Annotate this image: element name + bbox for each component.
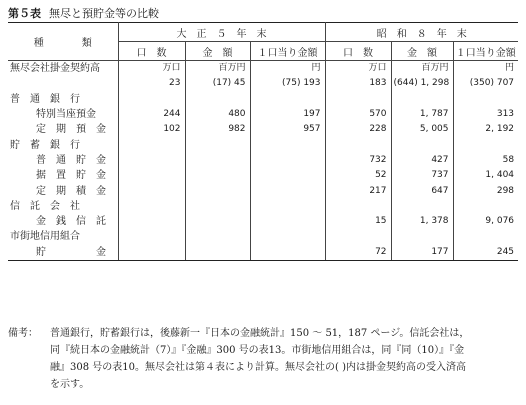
value-cell [118, 92, 185, 107]
value-cell [250, 214, 325, 229]
value-cell [325, 229, 391, 244]
value-cell [185, 92, 250, 107]
value-cell [185, 199, 250, 214]
value-cell: 298 [453, 183, 518, 198]
value-cell: (350) 707 [453, 76, 518, 91]
value-cell: (644) 1, 298 [391, 76, 453, 91]
table-row [8, 76, 518, 91]
table-title [8, 5, 159, 21]
remarks-label: 備考： [8, 328, 38, 339]
row-label: 普 通 銀 行 [8, 92, 118, 107]
value-cell: 737 [391, 168, 453, 183]
value-cell [325, 137, 391, 152]
value-cell [250, 199, 325, 214]
value-cell: (75) 193 [250, 76, 325, 91]
table-row [8, 199, 518, 214]
table-row [8, 214, 518, 229]
value-cell: 23 [169, 78, 181, 89]
row-label: 定 期 預 金 [8, 122, 118, 137]
table-row [8, 122, 518, 137]
value-cell: 197 [250, 107, 325, 122]
col-header-per-unit-b: １口当り金額 [453, 42, 518, 61]
unit-cell: 万口 [325, 61, 391, 77]
value-cell: 177 [391, 245, 453, 261]
value-cell [250, 183, 325, 198]
value-cell [118, 214, 185, 229]
value-cell [453, 137, 518, 152]
value-cell: 102 [163, 124, 181, 135]
row-label: 定 期 積 金 [8, 183, 118, 198]
value-cell [118, 229, 185, 244]
value-cell [250, 229, 325, 244]
value-cell [118, 137, 185, 152]
value-cell: 427 [391, 153, 453, 168]
table-row [8, 245, 518, 261]
table-number: 第５表 [8, 7, 41, 20]
value-cell: 1, 404 [453, 168, 518, 183]
value-cell: 957 [250, 122, 325, 137]
value-cell [391, 92, 453, 107]
value-cell: 480 [185, 107, 250, 122]
value-cell: 245 [453, 245, 518, 261]
value-cell: 1, 787 [391, 107, 453, 122]
value-cell [325, 92, 391, 107]
value-cell [250, 92, 325, 107]
table-row [8, 153, 518, 168]
stub-header: 種 類 [8, 23, 118, 61]
table-row [8, 137, 518, 152]
col-header-amount-b: 金 額 [391, 42, 453, 61]
table-caption: 無尽と預貯金等の比較 [49, 7, 159, 20]
value-cell [453, 229, 518, 244]
value-cell [453, 199, 518, 214]
value-cell [185, 183, 250, 198]
remarks-body [50, 325, 520, 393]
value-cell: 183 [325, 76, 391, 91]
unit-cell: 万口 [162, 63, 181, 74]
table-row [8, 107, 518, 122]
value-cell [185, 229, 250, 244]
value-cell [325, 199, 391, 214]
col-header-count-b: 口 数 [325, 42, 391, 61]
row-label: 据 置 貯 金 [8, 168, 118, 183]
unit-cell: 百万円 [391, 61, 453, 77]
value-cell: 228 [325, 122, 391, 137]
value-cell: 2, 192 [453, 122, 518, 137]
value-cell [118, 168, 185, 183]
remarks-line: 融』308 号の表10。無尽会社は第４表により計算。無尽会社の( )内は掛金契約高の受入済高 [50, 362, 466, 373]
value-cell [185, 153, 250, 168]
value-cell [391, 229, 453, 244]
value-cell [453, 92, 518, 107]
value-cell [118, 183, 185, 198]
col-header-per-unit-a: １口当り金額 [250, 42, 325, 61]
unit-cell: 円 [453, 61, 518, 77]
col-header-count-a: 口 数 [118, 42, 185, 61]
units-row [8, 61, 518, 77]
row-label: 特別当座預金 [8, 107, 118, 122]
value-cell: 1, 378 [391, 214, 453, 229]
value-cell: 58 [453, 153, 518, 168]
value-cell [185, 137, 250, 152]
row-label: 信 託 会 社 [8, 199, 118, 214]
remarks-line: 普通銀行，貯蓄銀行は，後藤新一『日本の金融統計』150 ～ 51，187 ページ。信託会社は， [50, 328, 470, 339]
value-cell [391, 137, 453, 152]
value-cell [185, 168, 250, 183]
value-cell [250, 245, 325, 261]
value-cell [250, 137, 325, 152]
value-cell: 5, 005 [391, 122, 453, 137]
value-cell [118, 153, 185, 168]
value-cell: 15 [325, 214, 391, 229]
row-label: 普 通 貯 金 [8, 153, 118, 168]
value-cell [250, 153, 325, 168]
group-header-taisho5: 大 正 ５ 年 末 [118, 23, 325, 42]
table-row [8, 168, 518, 183]
value-cell [250, 168, 325, 183]
table-row [8, 183, 518, 198]
value-cell: 72 [325, 245, 391, 261]
value-cell: 570 [325, 107, 391, 122]
value-cell: 217 [325, 183, 391, 198]
col-header-amount-a: 金 額 [185, 42, 250, 61]
value-cell: 9, 076 [453, 214, 518, 229]
value-cell [391, 199, 453, 214]
unit-cell: 百万円 [185, 61, 250, 77]
value-cell: 313 [453, 107, 518, 122]
remarks-line: 同『続日本の金融統計（7）』『金融』300 号の表13。市街地信用組合は，同『同（10）』『金 [50, 345, 465, 356]
table-body [8, 61, 518, 261]
row-label: 金 銭 信 託 [8, 214, 118, 229]
table-row [8, 229, 518, 244]
value-cell: 647 [391, 183, 453, 198]
value-cell: (17) 45 [185, 76, 250, 91]
row-label: 無尽会社掛金契約高 [8, 61, 118, 77]
value-cell: 244 [163, 109, 181, 120]
value-cell: 982 [185, 122, 250, 137]
value-cell: 52 [325, 168, 391, 183]
remarks-line: を示す。 [50, 379, 90, 390]
row-label: 貯 蓄 銀 行 [8, 137, 118, 152]
comparison-table [8, 22, 518, 261]
value-cell [118, 245, 185, 261]
row-label [8, 76, 118, 91]
table-row [8, 92, 518, 107]
row-label: 市街地信用組合 [8, 229, 118, 244]
row-label: 貯 金 [8, 245, 118, 261]
value-cell: 732 [325, 153, 391, 168]
unit-cell: 円 [250, 61, 325, 77]
value-cell [185, 214, 250, 229]
value-cell [185, 245, 250, 261]
value-cell [118, 199, 185, 214]
group-header-showa8: 昭 和 ８ 年 末 [325, 23, 518, 42]
